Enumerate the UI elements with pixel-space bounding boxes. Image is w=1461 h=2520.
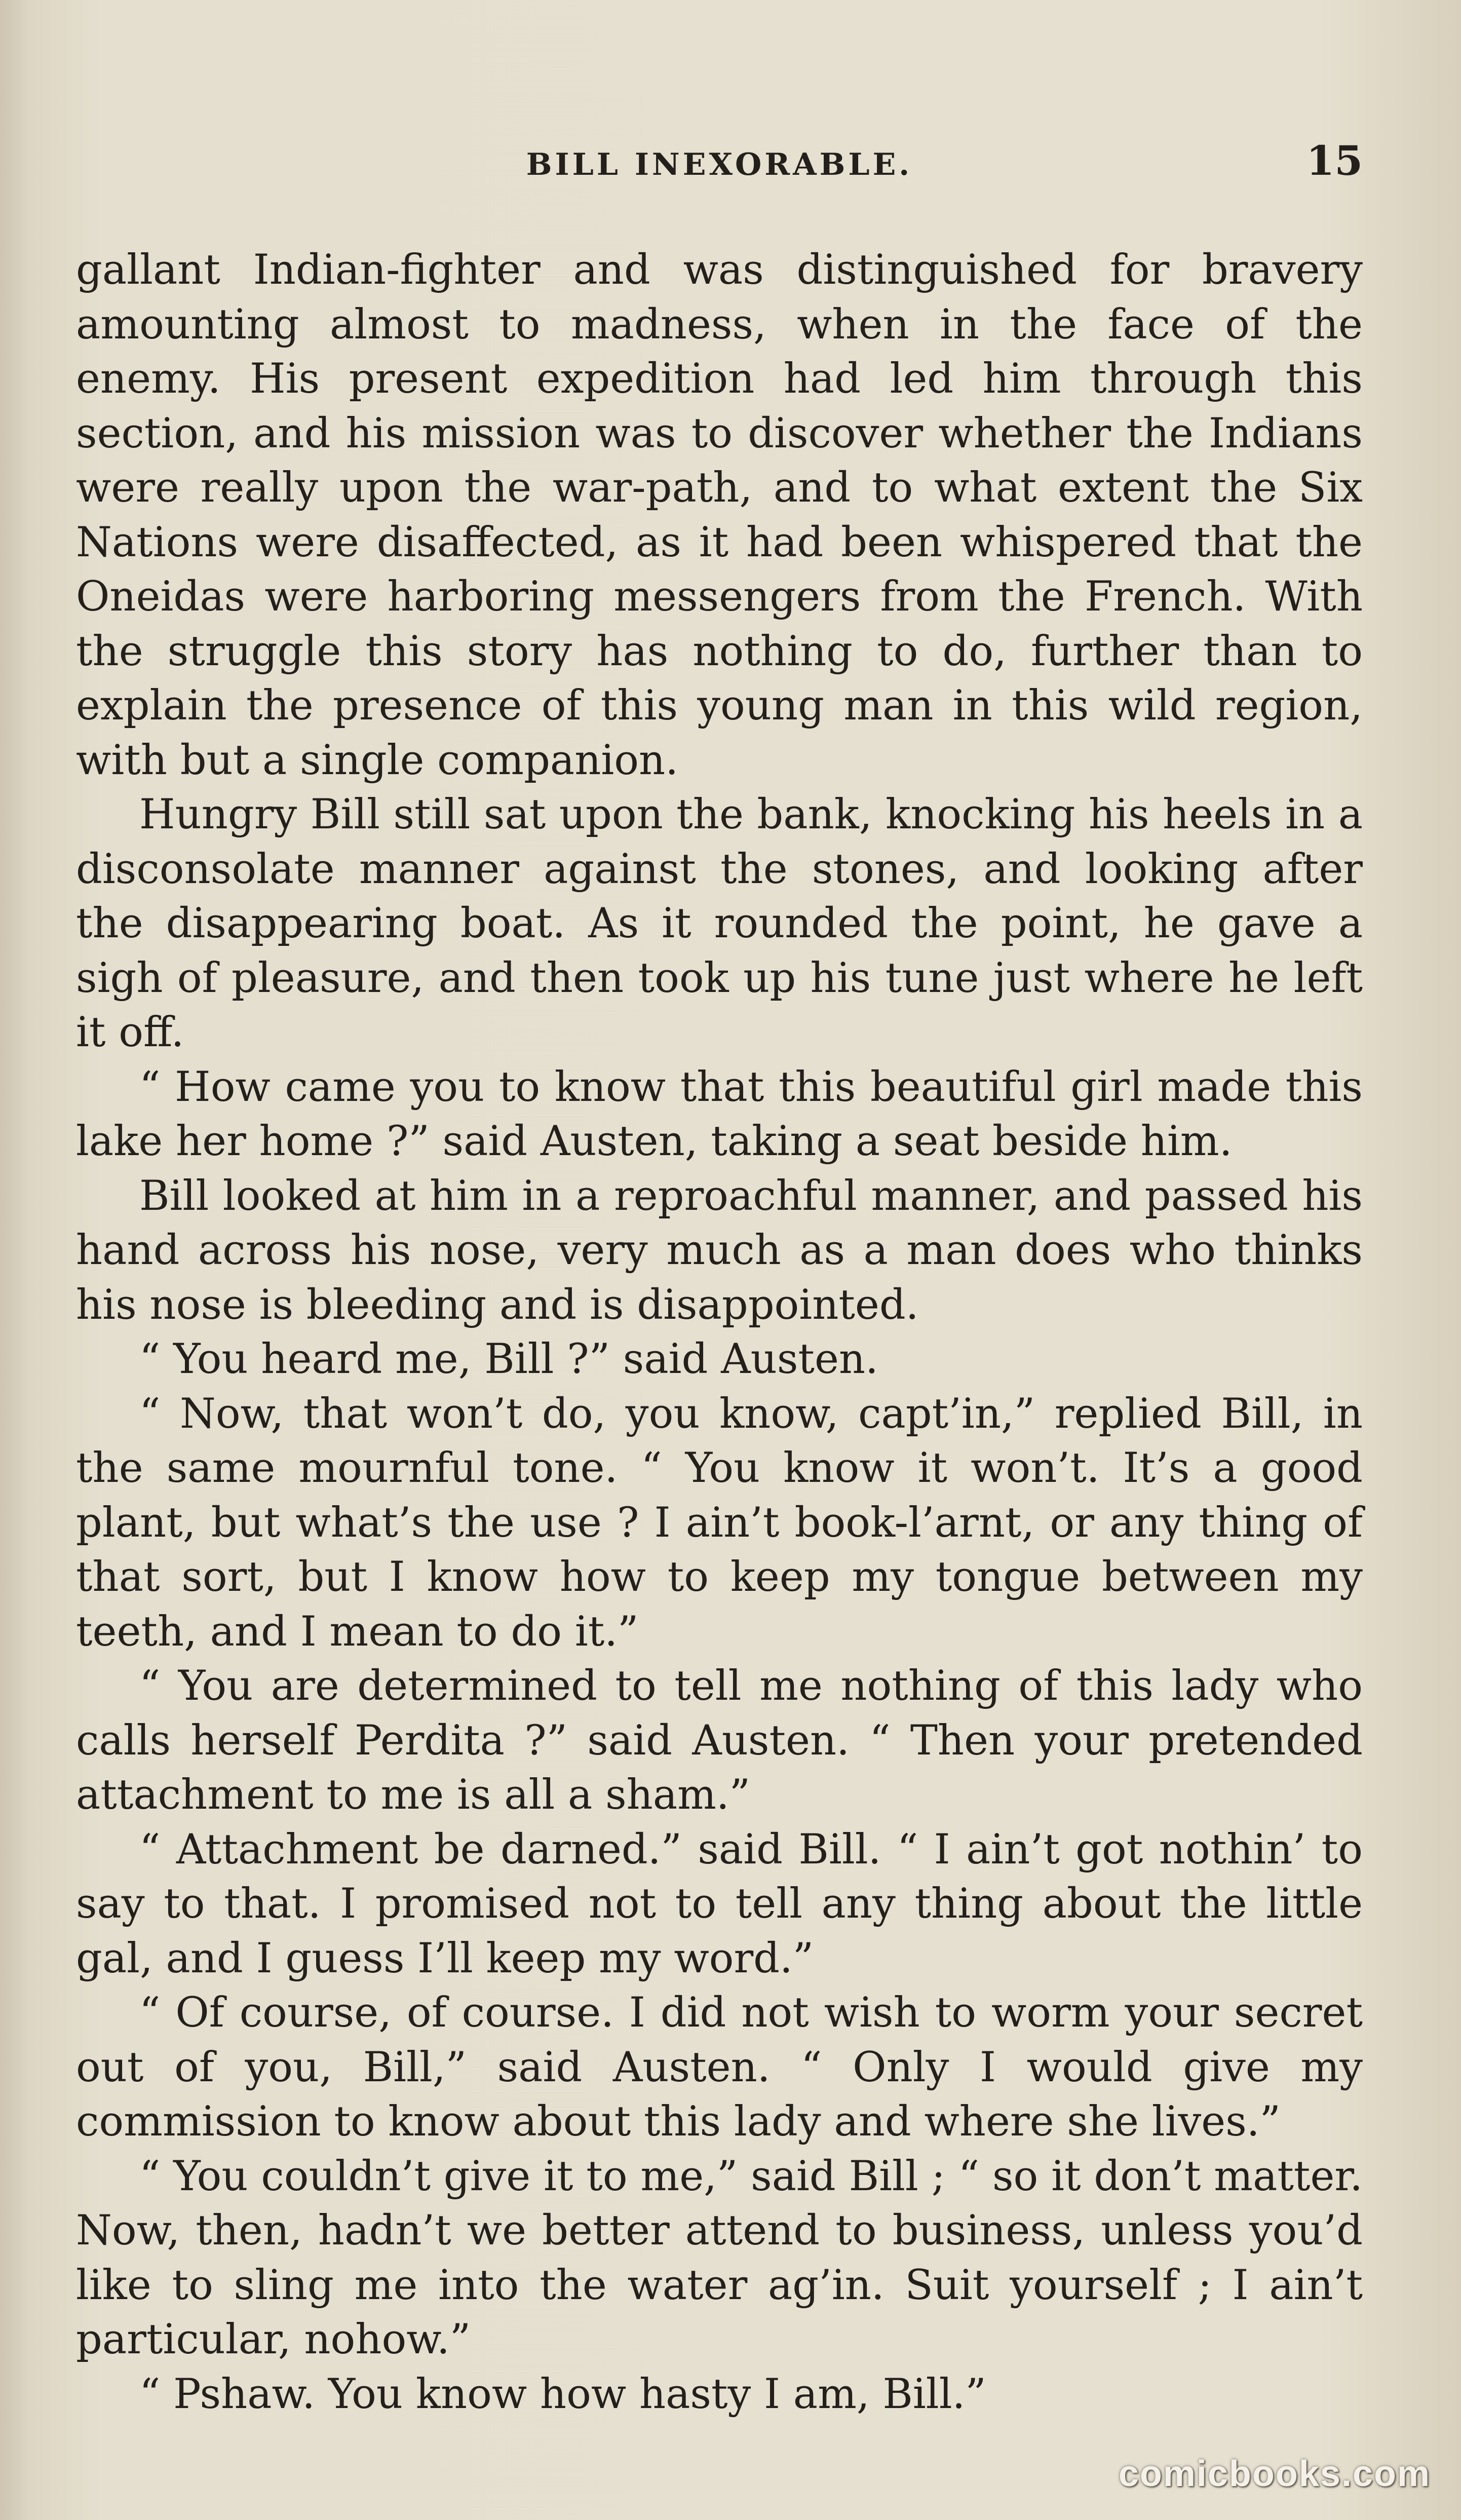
paragraph: “ You are determined to tell me nothing of this lady who calls herself Perdita ?” said Austen. “ Then your pretended attachment to me is all a sham.” — [76, 1662, 1363, 1819]
paragraph: Hungry Bill still sat upon the bank, knocking his heels in a disconsolate manner against the stones, and looking after the disappearing boat. As it rounded the point, he gave a sigh of pleasure, and then took up his tune just where he left it off. — [76, 791, 1363, 1056]
body-text — [76, 243, 1363, 2422]
paragraph: “ Of course, of course. I did not wish to worm your secret out of you, Bill,” said Austen. “ Only I would give my commission to know about this lady and where she lives.” — [76, 1989, 1363, 2146]
running-title: BILL INEXORABLE. — [526, 147, 913, 182]
paragraph: “ How came you to know that this beautiful girl made this lake her home ?” said Austen, taking a seat beside him. — [76, 1063, 1363, 1165]
paragraph: “ Attachment be darned.” said Bill. “ I ain’t got nothin’ to say to that. I promised not to tell any thing about the little gal, and I guess I’ll keep my word.” — [76, 1825, 1363, 1982]
paragraph: “ You couldn’t give it to me,” said Bill ; “ so it don’t matter. Now, then, hadn’t we better attend to business, unless you’d like to sling me into the water ag’in. Suit yourself ; I ain’t particular, nohow.” — [76, 2152, 1363, 2363]
paragraph: “ Pshaw. You know how hasty I am, Bill.” — [139, 2370, 986, 2418]
paragraph: gallant Indian-fighter and was distinguished for bravery amounting almost to madness, when in the face of the enemy. His present expedition had led him through this section, and his mission was to discover whether the Indians were really upon the war-path, and to what extent the Six Nations were disaffected, as it had been whispered that the Oneidas were harboring messengers from the French. With the struggle this story has nothing to do, further than to explain the presence of this young man in this wild region, with but a single companion. — [76, 246, 1363, 784]
paragraph: Bill looked at him in a reproachful manner, and passed his hand across his nose, very much as a man does who thinks his nose is bleeding and is disappointed. — [76, 1172, 1363, 1329]
running-head — [76, 137, 1363, 193]
page-number: 15 — [1306, 137, 1363, 184]
paragraph: “ Now, that won’t do, you know, capt’in,” replied Bill, in the same mournful tone. “ You know it won’t. It’s a good plant, but what’s the use ? I ain’t book-l’arnt, or any thing of that sort, but I know how to keep my tongue between my teeth, and I mean to do it.” — [76, 1390, 1363, 1656]
watermark: comicbooks.com — [1118, 2454, 1431, 2494]
paragraph: “ You heard me, Bill ?” said Austen. — [139, 1335, 878, 1383]
